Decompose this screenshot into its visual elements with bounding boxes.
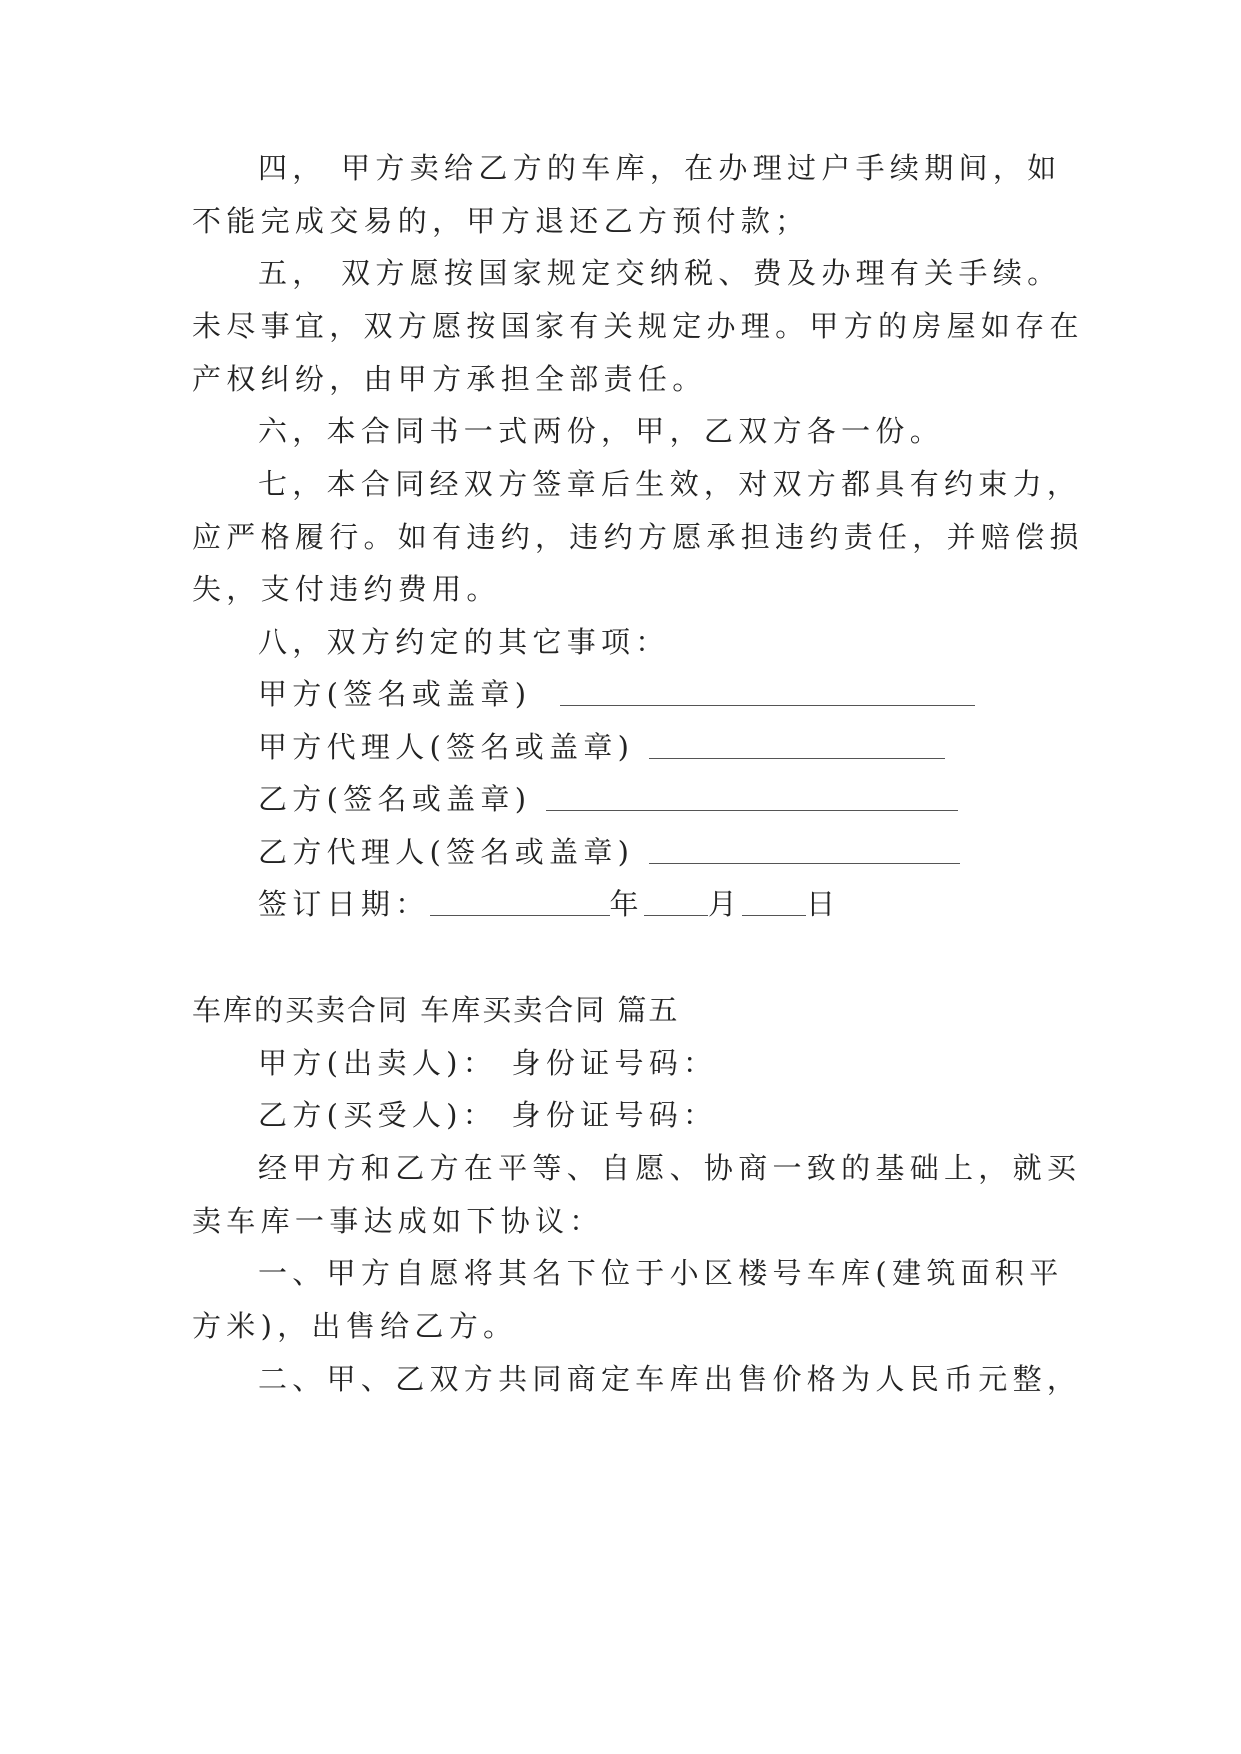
signature-party-a-label: 甲方(签名或盖章) <box>258 677 532 711</box>
clause-one-line-1: 一、甲方自愿将其名下位于小区楼号车库(建筑面积平 <box>258 1256 1064 1290</box>
signing-date <box>258 884 1118 924</box>
clause-one-line-2: 方米)，出售给乙方。 <box>192 1309 518 1343</box>
clause-two-line-1: 二、甲、乙双方共同商定车库出售价格为人民币元整， <box>258 1362 1082 1396</box>
clause-five-line-3: 产权纠纷，由甲方承担全部责任。 <box>192 362 707 396</box>
intro-line-2: 卖车库一事达成如下协议： <box>192 1204 604 1238</box>
clause-four-line-2: 不能完成交易的，甲方退还乙方预付款； <box>192 204 810 238</box>
signature-party-b-label: 乙方(签名或盖章) <box>258 782 532 816</box>
signature-party-a <box>258 674 1118 714</box>
signing-date-day-blank <box>742 889 806 916</box>
intro-line-1: 经甲方和乙方在平等、自愿、协商一致的基础上，就买 <box>258 1151 1082 1185</box>
clause-seven-line-2: 应严格履行。如有违约，违约方愿承担违约责任，并赔偿损 <box>192 520 1084 554</box>
signature-party-b-agent-blank <box>649 837 960 864</box>
signing-date-month-label: 月 <box>707 887 743 921</box>
clause-five-line-2: 未尽事宜，双方愿按国家有关规定办理。甲方的房屋如存在 <box>192 309 1084 343</box>
signature-party-a-agent-label: 甲方代理人(签名或盖章) <box>258 730 635 764</box>
clause-seven-line-1: 七，本合同经双方签章后生效，对双方都具有约束力， <box>258 467 1082 501</box>
buyer-info: 乙方(买受人)： 身份证号码： <box>258 1098 718 1132</box>
signature-party-b-agent-label: 乙方代理人(签名或盖章) <box>258 835 635 869</box>
section-five-title: 车库的买卖合同 车库买卖合同 篇五 <box>192 993 680 1027</box>
signing-date-month-blank <box>644 889 708 916</box>
signing-date-year-blank <box>430 889 610 916</box>
signature-party-a-agent <box>258 727 1118 767</box>
signing-date-day-label: 日 <box>806 887 841 921</box>
signature-party-b-agent <box>258 832 1118 872</box>
clause-four-line-1: 四， 甲方卖给乙方的车库，在办理过户手续期间，如 <box>258 151 1062 185</box>
clause-seven-line-3: 失，支付违约费用。 <box>192 572 501 606</box>
signature-party-b-blank <box>546 784 958 811</box>
signature-party-a-blank <box>560 679 975 706</box>
signature-party-a-agent-blank <box>649 732 945 759</box>
seller-info: 甲方(出卖人)： 身份证号码： <box>258 1046 718 1080</box>
signature-party-b <box>258 779 1118 819</box>
clause-six: 六，本合同书一式两份，甲，乙双方各一份。 <box>258 414 945 448</box>
clause-five-line-1: 五， 双方愿按国家规定交纳税、费及办理有关手续。 <box>258 256 1062 290</box>
clause-eight: 八，双方约定的其它事项： <box>258 625 670 659</box>
signing-date-label: 签订日期： <box>258 887 430 921</box>
signing-date-year-label: 年 <box>609 887 644 921</box>
